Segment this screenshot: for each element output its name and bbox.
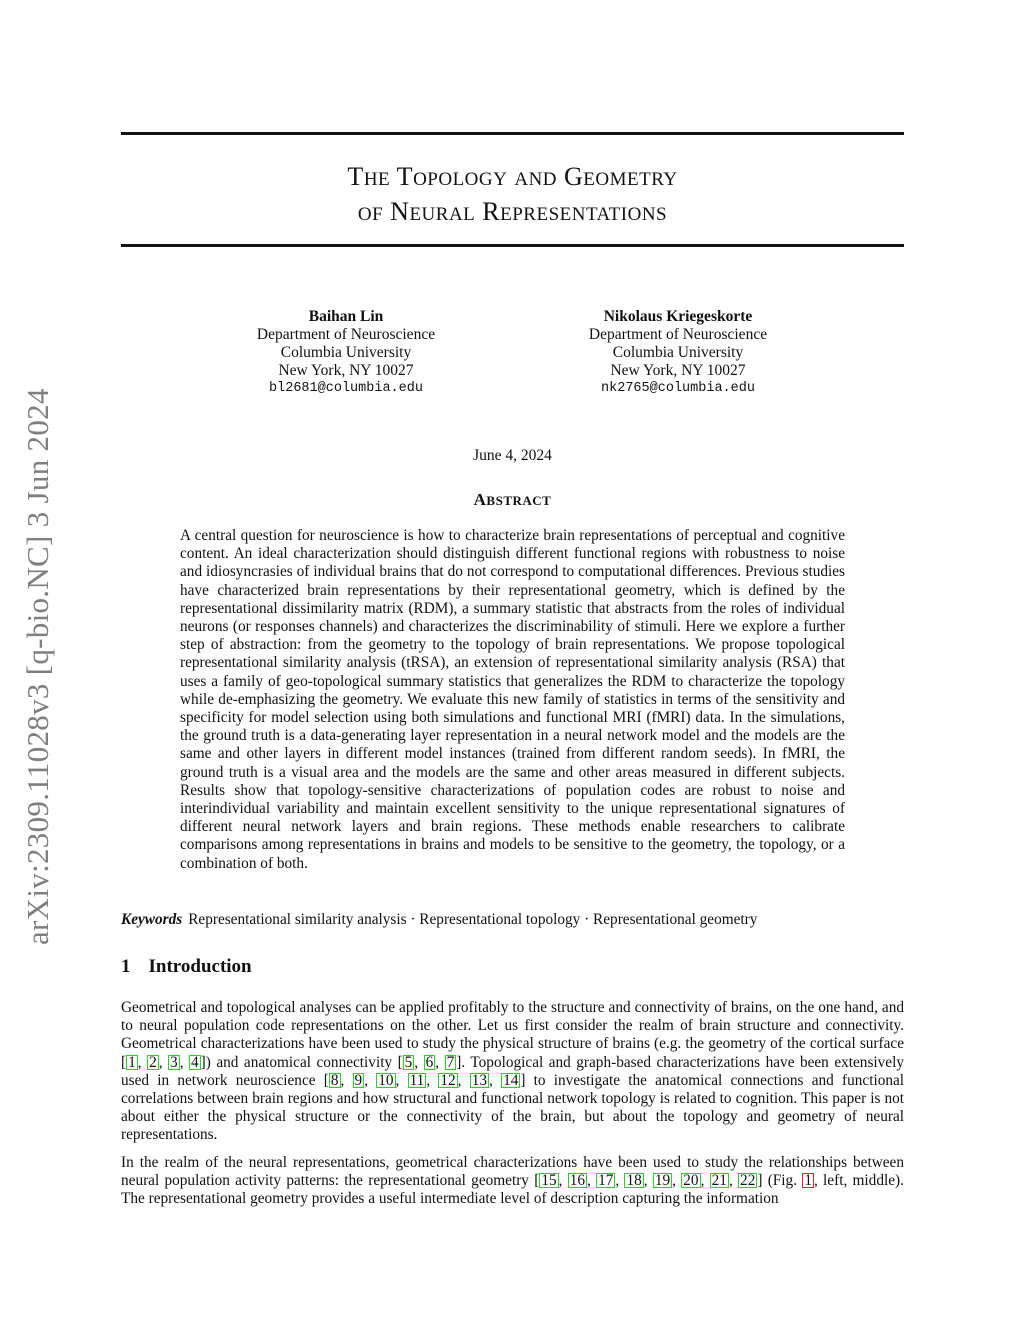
paragraph-text: , left, middle). The representational geometry provides a useful intermediate level of description capturing the information bbox=[121, 1172, 904, 1208]
title-line-1 bbox=[121, 162, 904, 195]
title-word-cap: R bbox=[482, 197, 501, 226]
citation-link[interactable]: 21 bbox=[711, 1172, 727, 1190]
title-word-cap: T bbox=[396, 162, 414, 191]
author-block-1 bbox=[196, 308, 496, 398]
citation-link[interactable]: 16 bbox=[569, 1172, 585, 1190]
keywords-text: Representational similarity analysis · Representational topology · Representational geometry bbox=[188, 911, 758, 928]
author-city: New York, NY 10027 bbox=[610, 362, 746, 379]
citation-link[interactable]: 4 bbox=[191, 1053, 199, 1071]
title-word bbox=[358, 197, 383, 226]
title-word-cap: T bbox=[347, 162, 364, 191]
citation-link[interactable]: 15 bbox=[541, 1172, 557, 1190]
paragraph-2: In the realm of the neural representations, geometrical characterizations have been used to study the relationships between neural population activity patterns: the representational geometry [ 15 , 16 , 17 , 18 , 19 , 20 , 21 , 22 ] (Fig. 1 , left, middle). The representational geometry provides a useful intermediate level of description capturing the information bbox=[121, 1154, 904, 1208]
citation-link[interactable]: 7 bbox=[446, 1053, 455, 1071]
arxiv-stamp: arXiv:2309.11028v3 [q-bio.NC] 3 Jun 2024 bbox=[20, 388, 55, 945]
title-word bbox=[397, 162, 508, 191]
paragraph-text: Geometrical and topological analyses can be applied profitably to the structure and connectivity of brains, on the one hand, and to neural population code representations on the other. Let us first consider the realm of brain structure and connectivity. Geometrical characterizations have been used to study the physical structure of brains (e.g. the geometry of the cortical surface [ bbox=[121, 999, 904, 1071]
author-city: New York, NY 10027 bbox=[278, 362, 414, 379]
citation-link[interactable]: 17 bbox=[598, 1172, 614, 1190]
citation-link[interactable]: 11 bbox=[409, 1071, 425, 1089]
paragraph-text: ]. Topological and graph-based characterizations have been extensively used in network neuroscience [ bbox=[121, 1053, 904, 1089]
paragraph-text: ] (Fig. bbox=[757, 1172, 803, 1190]
paragraph-text: In the realm of the neural representations, geometrical characterizations have been used to study the relationships between neural population activity patterns: the representational geometry [ bbox=[121, 1154, 904, 1190]
citation-link[interactable]: 20 bbox=[683, 1172, 699, 1190]
citation-link[interactable]: 19 bbox=[654, 1172, 671, 1190]
title-word-cap: N bbox=[390, 197, 410, 226]
title-word-rest: EURAL bbox=[409, 204, 476, 225]
citation-link[interactable]: 13 bbox=[471, 1071, 488, 1089]
citation-link[interactable]: 1 bbox=[128, 1053, 136, 1071]
citation-link[interactable]: 8 bbox=[330, 1071, 339, 1089]
author-name: Baihan Lin bbox=[308, 308, 384, 325]
figure-reference-link[interactable]: 1 bbox=[804, 1172, 812, 1190]
citation-link[interactable]: 12 bbox=[440, 1071, 456, 1089]
author-email[interactable]: bl2681@columbia.edu bbox=[269, 381, 423, 396]
publication-date: June 4, 2024 bbox=[473, 447, 552, 464]
section-title: Introduction bbox=[148, 956, 252, 977]
title-rule-bottom bbox=[121, 244, 904, 247]
author-university: Columbia University bbox=[612, 344, 744, 361]
abstract-text: A central question for neuroscience is how to characterize brain representations of perceptual and cognitive content. An ideal characterization should distinguish different functional regions with robustness to noise and idiosyncrasies of individual brains that do not correspond to computational differences. Previous studies have characterized brain representations by their representational geometry, which is defined by the representational dissimilarity matrix (RDM), a summary statistic that abstracts from the roles of individual neurons (or responses channels) and characterizes the discriminability of stimuli. Here we explore a further step of abstraction: from the geometry to the topology of brain representations. We propose topological representational similarity analysis (tRSA), an extension of representational similarity analysis (RSA) that uses a family of geo-topological summary statistics that generalizes the RDM to characterize the topology while de-emphasizing the geometry. We evaluate this new family of statistics in terms of the sensitivity and specificity for model selection using both simulations and functional MRI (fMRI) data. In the simulations, the ground truth is a data-generating layer representation in a neural network model and the models are the same and other layers in different model instances (trained from different random seeds). In fMRI, the ground truth is a visual area and the models are the same and other areas measured in different subjects. Results show that topology-sensitive characterizations of population codes are robust to noise and interindividual variability and maintain excellent sensitivity to the unique representational signatures of different neural network layers and brain regions. These methods enable researchers to calibrate comparisons among representations in brains and models to be sensitive to the geometry, the topology, or a combination of both. bbox=[180, 527, 845, 872]
section-number: 1 bbox=[121, 956, 131, 977]
paragraph-text: ] to investigate the anatomical connections and functional correlations between brain regions and how structural and functional network topology is related to cognition. This paper is not about either the physical structure or the connectivity of the brain, but about the topology and geometry of neural representations. bbox=[121, 1071, 905, 1144]
title-word-cap: G bbox=[564, 162, 584, 191]
citation-link[interactable]: 3 bbox=[170, 1053, 178, 1071]
title-word-rest: OF bbox=[357, 204, 384, 225]
title-word-rest: OPOLOGY bbox=[413, 169, 508, 190]
abstract-heading bbox=[121, 490, 904, 510]
citation-link[interactable]: 5 bbox=[404, 1053, 413, 1071]
author-university: Columbia University bbox=[280, 344, 412, 361]
title-word bbox=[564, 162, 678, 191]
title-word-rest: AND bbox=[514, 169, 558, 190]
citation-link[interactable]: 14 bbox=[503, 1071, 519, 1089]
title-line-2 bbox=[121, 197, 904, 230]
title-word bbox=[347, 162, 390, 191]
citation-link[interactable]: 2 bbox=[149, 1053, 157, 1071]
section-heading bbox=[121, 956, 252, 978]
keywords bbox=[121, 911, 757, 929]
keywords-label: Keywords bbox=[121, 911, 183, 928]
author-email[interactable]: nk2765@columbia.edu bbox=[601, 381, 755, 396]
paragraph-text: ]) and anatomical connectivity [ bbox=[200, 1053, 403, 1071]
author-block-2 bbox=[528, 308, 828, 398]
author-department: Department of Neuroscience bbox=[256, 326, 436, 343]
citation-link[interactable]: 6 bbox=[425, 1053, 434, 1071]
citation-link[interactable]: 9 bbox=[354, 1071, 363, 1089]
title-word-rest: EPRESENTATIONS bbox=[500, 204, 668, 225]
citation-link[interactable]: 18 bbox=[626, 1172, 642, 1190]
citation-link[interactable]: 10 bbox=[378, 1071, 394, 1089]
author-department: Department of Neuroscience bbox=[588, 326, 768, 343]
title-word bbox=[390, 197, 475, 226]
title-word-rest: EOMETRY bbox=[583, 169, 678, 190]
citation-link[interactable]: 22 bbox=[740, 1172, 756, 1190]
title-word-rest: HE bbox=[363, 169, 391, 190]
abstract-heading-cap: A bbox=[473, 490, 487, 509]
author-name: Nikolaus Kriegeskorte bbox=[603, 308, 753, 325]
title-word bbox=[514, 162, 557, 191]
paragraph-1: Geometrical and topological analyses can be applied profitably to the structure and connectivity of brains, on the one hand, and to neural population code representations on the other. Let us first consider the realm of brain structure and connectivity. Geometrical characterizations have been used to study the physical structure of brains (e.g. the geometry of the cortical surface [ 1 , 2 , 3 , 4 ]) and anatomical connectivity [ 5 , 6 , 7 ]. Topological and graph-based characterizations have been extensively used in network neuroscience [ 8 , 9 , 10 , 11 , 12 , 13 , 14 ] to investigate the anatomical connections and functional correlations between brain regions and how structural and functional network topology is related to cognition. This paper is not about either the physical structure or the connectivity of the brain, but about the topology and geometry of neural representations. bbox=[121, 999, 905, 1144]
title-word bbox=[482, 197, 667, 226]
title-rule-top bbox=[121, 132, 904, 135]
abstract-heading-rest: BSTRACT bbox=[486, 493, 552, 508]
